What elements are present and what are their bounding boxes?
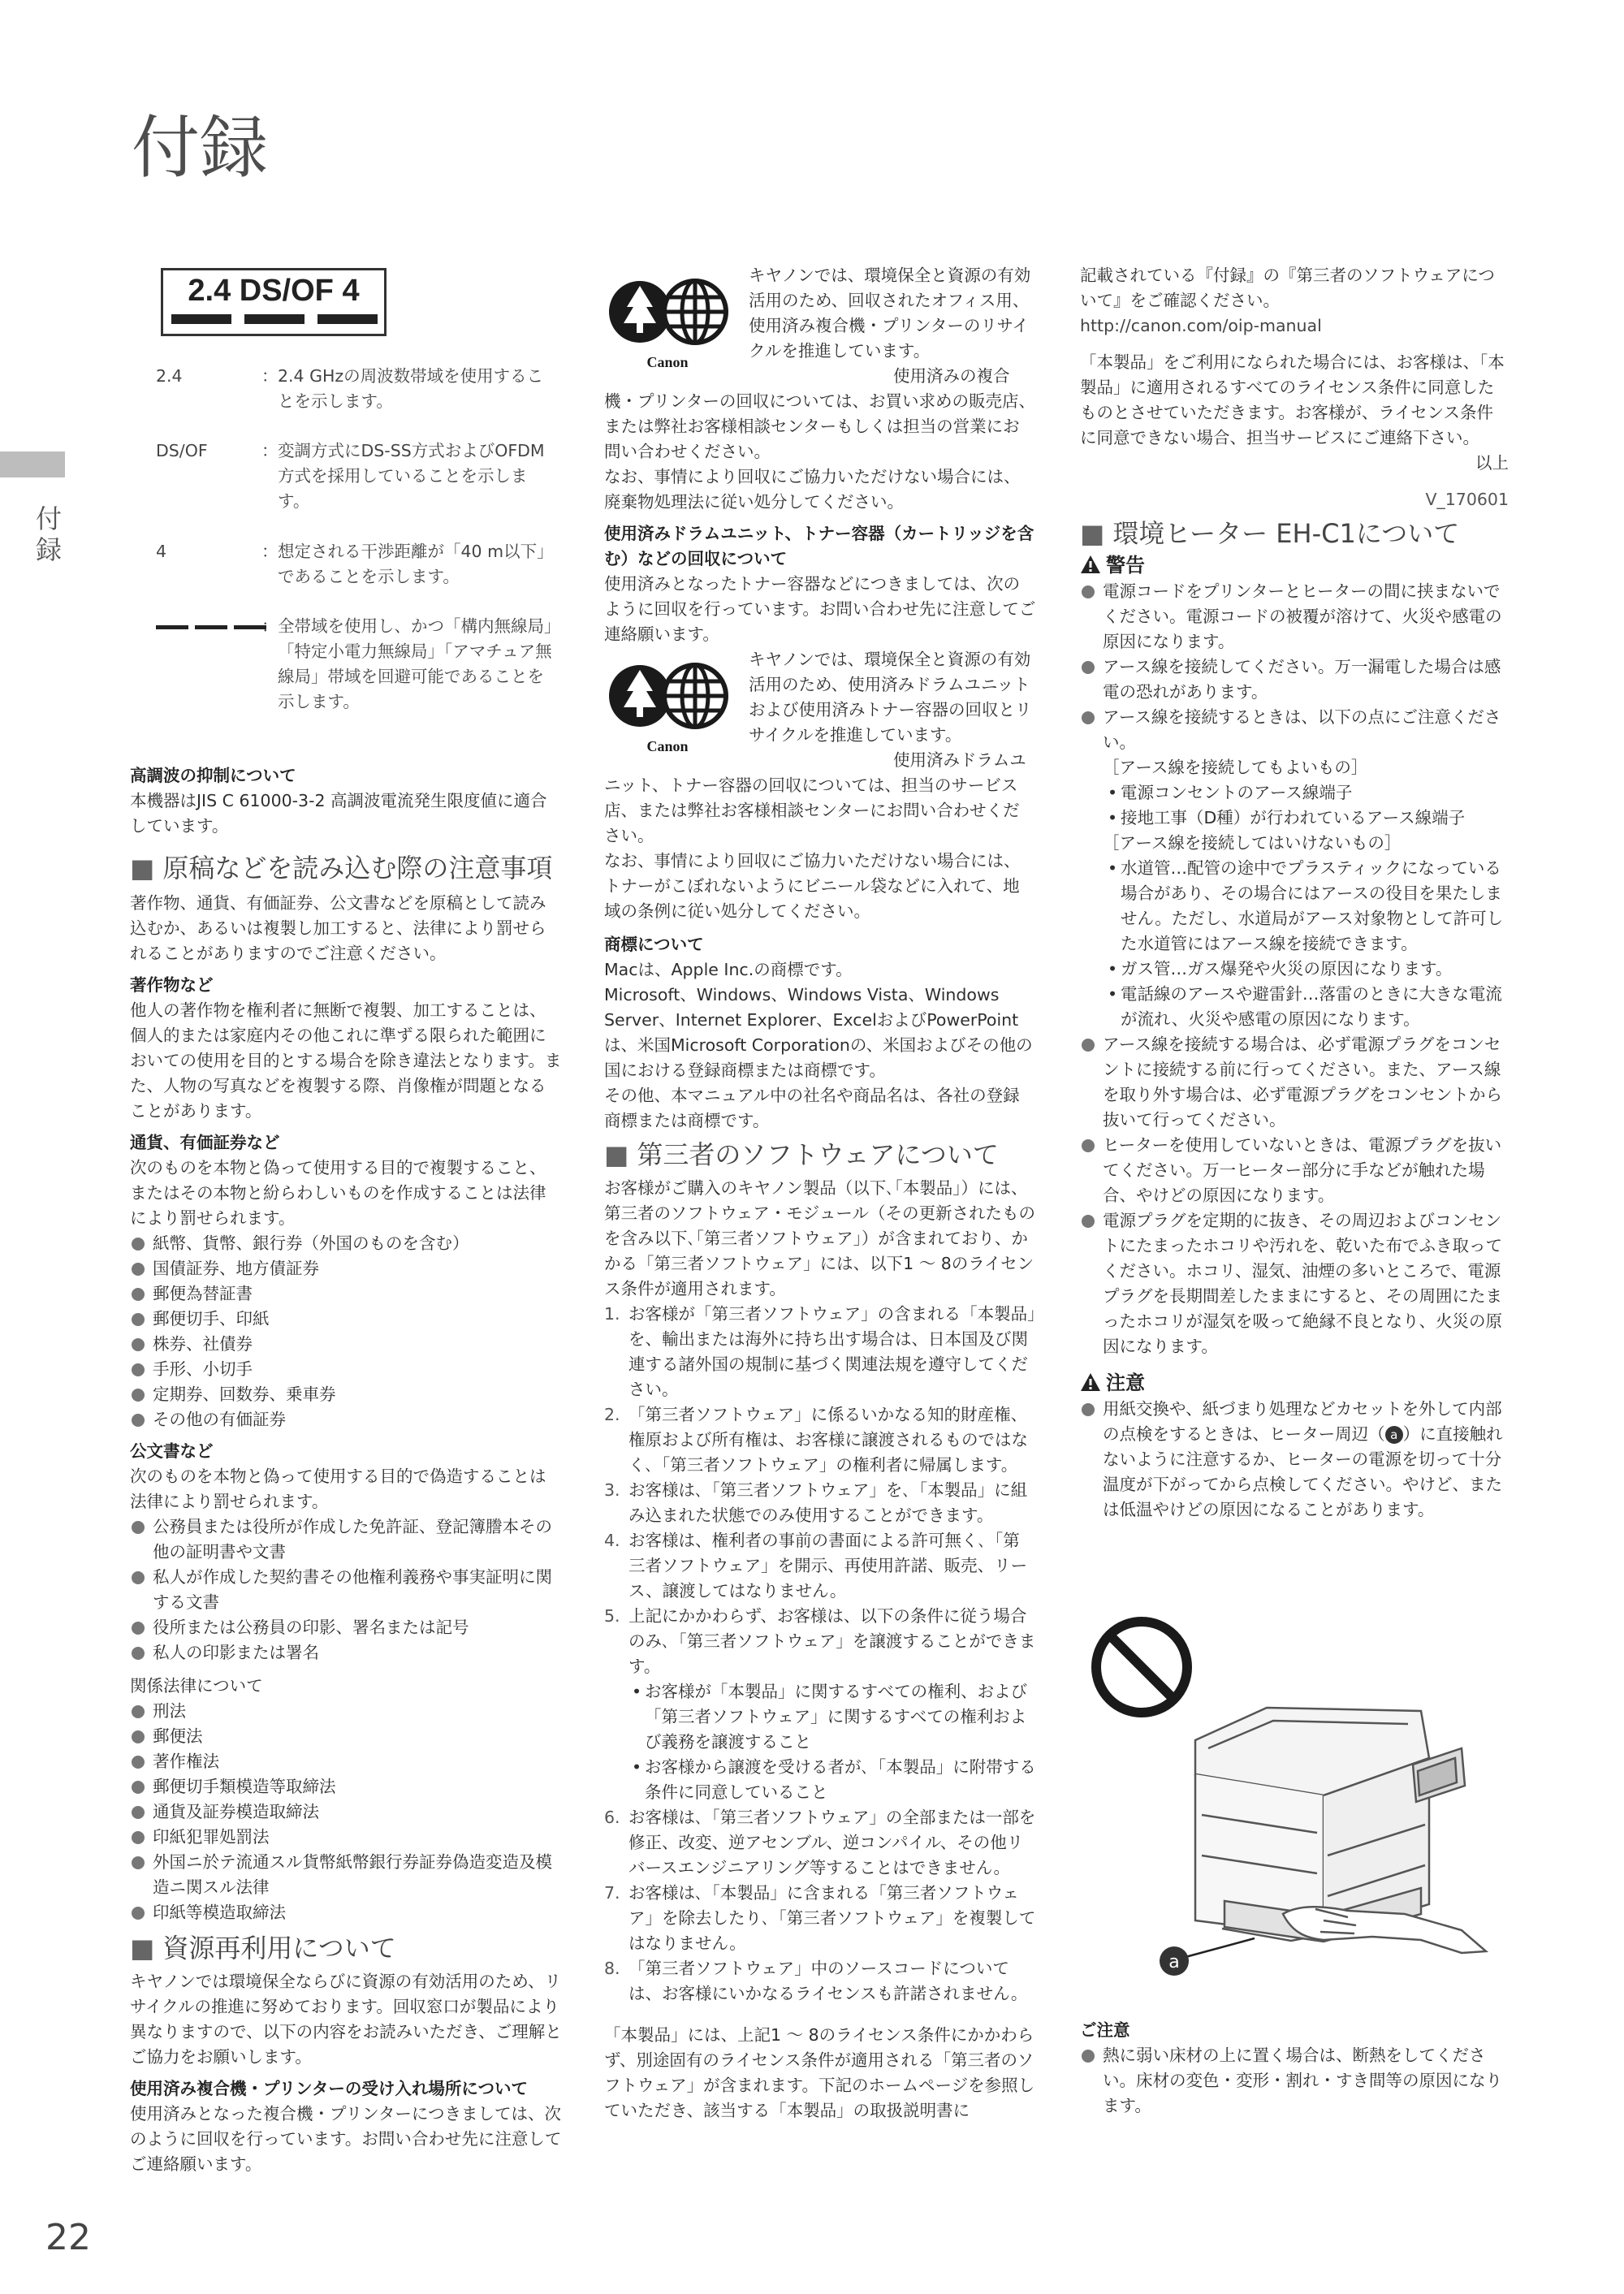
heater-caution-illustration	[1080, 1612, 1509, 1994]
drum-recycle-text: キヤノンでは、環境保全と資源の有効活用のため、使用済みドラムユニットおよび使用済みトナー容器の回収とリサイクルを推進しています。	[749, 650, 1032, 745]
radio-def-term: DS/OF	[156, 441, 208, 460]
list-item: 国債証券、地方債証券	[130, 1256, 562, 1281]
radio-def-row: ： 全帯域を使用し、かつ「構内無線局」「特定小電力無線局」「アマチュア無線局」帯域を回避可能であることを示します。	[156, 614, 562, 719]
official-doc-heading: 公文書など	[130, 1441, 214, 1461]
list-item: 郵便切手、印紙	[130, 1307, 562, 1332]
sub-item: • 接地工事（D種）が行われているアース線端子	[1103, 806, 1509, 831]
trademark-heading: 商標について	[604, 935, 704, 954]
harmonics-heading: 高調波の抑制について	[130, 766, 296, 785]
mfp-recycle-text: キヤノンでは、環境保全と資源の有効活用のため、回収されたオフィス用、使用済み複合機・プリンターのリサイクルを推進しています。	[749, 266, 1031, 361]
section-heading-copy: ■ 原稿などを読み込む際の注意事項	[130, 853, 553, 883]
radio-def-desc: 想定される干渉距離が「40 m以下」であることを示します。	[278, 542, 554, 586]
section-heading-heater: ■ 環境ヒーター EH-C1について	[1080, 518, 1460, 549]
section-heading-recycle: ■ 資源再利用について	[130, 1933, 396, 1964]
trademark-text: Macは、Apple Inc.の商標です。	[604, 960, 853, 979]
list-item: 通貨及証券模造取締法	[130, 1799, 562, 1825]
list-item: 株券、社債券	[130, 1332, 562, 1357]
numbered-item: 3. お客様は､「第三者ソフトウェア」を､「本製品」に組み込まれた状態でのみ使用することができます。	[604, 1480, 1028, 1525]
svg-text:Canon: Canon	[646, 738, 689, 754]
radio-def-desc: 2.4 GHzの周波数帯域を使用することを示します。	[278, 366, 544, 411]
numbered-item: 1. お客様が「第三者ソフトウェア」の含まれる「本製品」を、輸出または海外に持ち出す場合は、日本国及び関連する諸外国の規制に基づく関連法規を遵守してください。	[604, 1304, 1036, 1399]
numbered-item: 7. お客様は､「本製品」に含まれる「第三者ソフトウェア」を除去したり､「第三者ソフトウェア」を複製してはなりません。	[604, 1883, 1036, 1953]
list-item: 私人の印影または署名	[130, 1640, 562, 1665]
drum-heading: 使用済みドラムユニット、トナー容器（カートリッジを含む）などの回収について	[604, 524, 1034, 568]
warning-item: アース線を接続してください。万一漏電した場合は感電の恐れがあります。	[1080, 655, 1509, 705]
ground-ok-heading: ［アース線を接続してもよいもの］	[1103, 758, 1368, 777]
warning-item: ヒーターを使用していないときは、電源プラグを抜いてください。万一ヒーター部分に手などが触れた場合、やけどの原因になります。	[1080, 1133, 1509, 1208]
list-item: 郵便切手類模造等取締法	[130, 1774, 562, 1799]
prohibition-icon	[1096, 1622, 1187, 1713]
radio-def-term: 2.4	[156, 366, 183, 386]
note-block	[1080, 2018, 1509, 2119]
list-item: 郵便法	[130, 1724, 562, 1749]
list-item: 外国ニ於テ流通スル貨幣紙幣銀行券証券偽造変造及模造ニ関スル法律	[130, 1850, 562, 1900]
list-item: 定期券、回数券、乗車券	[130, 1382, 562, 1407]
radio-def-desc: 全帯域を使用し、かつ「構内無線局」「特定小電力無線局」「アマチュア無線局」帯域を回避可能であることを示します。	[278, 616, 553, 711]
warning-icon	[1080, 555, 1101, 574]
copyright-text: 他人の著作物を権利者に無断で複製、加工することは、個人的または家庭内その他これに準ずる限られた範囲においての使用を目的とする場合を除き違法となります。また、人物の写真などを複製する際、肖像権が問題となることがあります。	[130, 1000, 562, 1121]
sub-item: • お客様から譲渡を受ける者が､「本製品」に附帯する条件に同意していること	[627, 1755, 1036, 1805]
numbered-item: 5. 上記にかかわらず、お客様は、以下の条件に従う場合のみ､「第三者ソフトウェア」を譲渡することができます。	[604, 1606, 1036, 1676]
sub-item: • お客様が「本製品」に関するすべての権利、および「第三者ソフトウェア」に関するすべての権利および義務を譲渡すること	[627, 1679, 1036, 1755]
warning-item: 電源コードをプリンターとヒーターの間に挟まないでください。電源コードの被覆が溶けて、火災や感電の原因になります。	[1080, 579, 1509, 655]
money-heading: 通貨、有価証券など	[130, 1133, 280, 1152]
radio-mark-bars	[171, 314, 378, 326]
money-text: 次のものを本物と偽って使用する目的で複製すること、またはその本物と紛らわしいものを作成することは法律により罰せられます。	[130, 1158, 546, 1228]
list-item: 紙幣、貨幣、銀行券（外国のものを含む）	[130, 1231, 562, 1256]
sub-item: • 電話線のアースや避雷針…落雷のときに大きな電流が流れ、火災や感電の原因になります。	[1103, 982, 1509, 1032]
callout-a-mark: a	[1385, 1426, 1403, 1444]
canon-recycle-logo	[604, 647, 749, 769]
note-item: 熱に弱い床材の上に置く場合は、断熱をしてください。床材の変色・変形・割れ・すき間等の原因になります。	[1080, 2043, 1509, 2119]
manual-url[interactable]: http://canon.com/oip-manual	[1080, 316, 1322, 335]
drum-collect-text: 使用済みドラムユニット、トナー容器の回収については、担当のサービス店、または弊社お客様相談センターにお問い合わせください。	[604, 750, 1026, 845]
mfp-collect-text: 使用済みの複合機・プリンターの回収については、お買い求めの販売店、または弊社お客様相談センターもしくは担当の営業にお問い合わせください。	[604, 366, 1035, 461]
copyright-heading: 著作物など	[130, 975, 214, 995]
mfp-note-text: なお、事情により回収にご協力いただけない場合には、廃棄物処理法に従い処分してください。	[604, 467, 1021, 512]
software-intro-text: お客様がご購入のキヤノン製品（以下､｢本製品｣）には、第三者のソフトウェア・モジュール（その更新されたものを含み以下､｢第三者ソフトウェア｣）が含まれており、かかる「第三者ソフトウェア」には、以下1 ～ 8のライセンス条件が適用されます。	[604, 1178, 1035, 1298]
radio-band-dashes	[156, 614, 266, 629]
column-right	[1080, 263, 1509, 1523]
list-item: 著作権法	[130, 1749, 562, 1774]
warning-heading: 警告	[1080, 551, 1509, 579]
trademark-text: その他、本マニュアル中の社名や商品名は、各社の登録商標または商標です。	[604, 1086, 1020, 1130]
list-item: 公務員または役所が作成した免許証、登記簿謄本その他の証明書や文書	[130, 1514, 562, 1565]
list-item: その他の有価証券	[130, 1407, 562, 1432]
official-doc-text: 次のものを本物と偽って使用する目的で偽造することは法律により罰せられます。	[130, 1467, 546, 1511]
printer-icon	[1195, 1708, 1486, 1953]
page-title: 付録	[132, 108, 269, 188]
end-mark: 以上	[1475, 453, 1509, 473]
warning-item: アース線を接続するときは、以下の点にご注意ください。	[1080, 705, 1509, 755]
copy-intro-text: 著作物、通貨、有価証券、公文書などを原稿として読み込むか、あるいは複製し加工すると、法律により罰せられることがありますのでご注意ください。	[130, 893, 546, 963]
drum-text: 使用済みとなったトナー容器などにつきましては、次のように回収を行っています。お問い合わせ先に注意してご連絡願います。	[604, 574, 1036, 644]
numbered-item: 8. 「第三者ソフトウェア」中のソースコードについては、お客様にいかなるライセンスも許諾されません。	[604, 1959, 1028, 2003]
law-heading: 関係法律について	[130, 1676, 263, 1696]
side-tab-label: 付録	[35, 503, 62, 566]
numbered-item: 6. お客様は､「第三者ソフトウェア」の全部または一部を修正、改変、逆アセンブル、逆コンパイル、その他リバースエンジニアリング等することはできません。	[604, 1808, 1036, 1877]
collect-heading: 使用済み複合機・プリンターの受け入れ場所について	[130, 2079, 528, 2098]
list-item: 印紙等模造取締法	[130, 1900, 562, 1925]
software-outro-text: 「本製品」には、上記1 ～ 8のライセンス条件にかかわらず、別途固有のライセンス条件が適用される「第三者のソフトウェア」が含まれます。下記のホームページを参照していただき、該当する「本製品」の取扱説明書に	[604, 2025, 1035, 2120]
list-item: 私人が作成した契約書その他権利義務や事実証明に関する文書	[130, 1565, 562, 1615]
list-item: 印紙犯罪処罰法	[130, 1825, 562, 1850]
caution-icon	[1080, 1372, 1101, 1392]
ground-ng-heading: ［アース線を接続してはいけないもの］	[1103, 833, 1402, 853]
list-item: 刑法	[130, 1699, 562, 1724]
sub-item: • ガス管…ガス爆発や火災の原因になります。	[1103, 957, 1509, 982]
harmonics-text: 本機器はJIS C 61000-3-2 高調波電流発生限度値に適合しています。	[130, 791, 547, 836]
warning-item: 電源プラグを定期的に抜き、その周辺およびコンセントにたまったホコリや汚れを、乾いた布でふき取ってください。ホコリ、湿気、油煙の多いところで、電源プラグを長期間差したままにすると、その周囲にたまったホコリが湿気を吸って絶縁不良となり、火災の原因になります。	[1080, 1208, 1509, 1359]
numbered-item: 2. 「第三者ソフトウェア」に係るいかなる知的財産権、権原および所有権は、お客様に譲渡されるものではなく､「第三者ソフトウェア」の権利者に帰属します。	[604, 1405, 1028, 1475]
sub-item: • 電源コンセントのアース線端子	[1103, 780, 1509, 806]
canon-recycle-logo	[604, 263, 749, 385]
radio-mark-text: 2.4 DS/OF 4	[188, 274, 360, 308]
caution-item: 用紙交換や、紙づまり処理などカセットを外して内部の点検をするときは、ヒーター周辺（ a ）に直接触れないように注意するか、ヒーターの電源を切って十分温度が下がってから点検してください。やけど、または低温やけどの原因になることがあります。	[1080, 1397, 1509, 1523]
note-heading: ご注意	[1080, 2020, 1130, 2040]
side-tab-marker	[0, 451, 65, 477]
list-item: 役所または公務員の印影、署名または記号	[130, 1615, 562, 1640]
column-middle	[604, 263, 1036, 2123]
trademark-text: Microsoft、Windows、Windows Vista、Windows Server、Internet Explorer、ExcelおよびPowerPointは、米国Microsoft Corporationの、米国およびその他の国における登録商標または商標です。	[604, 985, 1033, 1080]
radio-def-term: 4	[156, 542, 167, 561]
svg-text:Canon: Canon	[646, 354, 689, 370]
sub-item: • 水道管…配管の途中でプラスティックになっている場合があり、その場合にはアースの役目を果たしません。ただし、水道局がアース対象物として許可した水道管にはアース線を接続できます。	[1103, 856, 1509, 957]
recycle-text: キヤノンでは環境保全ならびに資源の有効活用のため、リサイクルの推進に努めております。回収窓口が製品により異なりますので、以下の内容をお読みいただき、ご理解とご協力をお願いします。	[130, 1972, 562, 2067]
page-number: 22	[45, 2217, 91, 2258]
section-heading-software: ■ 第三者のソフトウェアについて	[604, 1139, 999, 1170]
version-label: V_170601	[1425, 490, 1509, 509]
warning-item: アース線を接続する場合は、必ず電源プラグをコンセントに接続する前に行ってください。また、アース線を取り外す場合は、必ず電源プラグをコンセントから抜いて行ってください。	[1080, 1032, 1509, 1133]
column-left	[130, 763, 562, 2177]
numbered-item: 4. お客様は、権利者の事前の書面による許可無く､「第三者ソフトウェア」を開示、再使用許諾、販売、リース、譲渡してはなりません。	[604, 1531, 1028, 1601]
list-item: 手形、小切手	[130, 1357, 562, 1382]
radio-def-desc: 変調方式にDS-SS方式およびOFDM方式を採用していることを示します。	[278, 441, 545, 511]
software-license-text: 「本製品」をご利用になられた場合には、お客様は、「本製品」に適用されるすべてのライセンス条件に同意したものとさせていただきます。お客様が、ライセンス条件に同意できない場合、担当サービスにご連絡下さい。	[1080, 352, 1505, 447]
software-cont-text: 記載されている『付録』の『第三者のソフトウェアについて』をご確認ください。	[1080, 266, 1495, 310]
caution-heading: 注意	[1080, 1369, 1509, 1397]
radio-mark-badge	[161, 268, 387, 336]
callout-a-label: a	[1168, 1952, 1180, 1972]
drum-note-text: なお、事情により回収にご協力いただけない場合には、トナーがこぼれないようにビニール袋などに入れて、地域の条例に従い処分してください。	[604, 851, 1021, 921]
collect-text: 使用済みとなった複合機・プリンターにつきましては、次のように回収を行っています。お問い合わせ先に注意してご連絡願います。	[130, 2104, 562, 2174]
list-item: 郵便為替証書	[130, 1281, 562, 1307]
